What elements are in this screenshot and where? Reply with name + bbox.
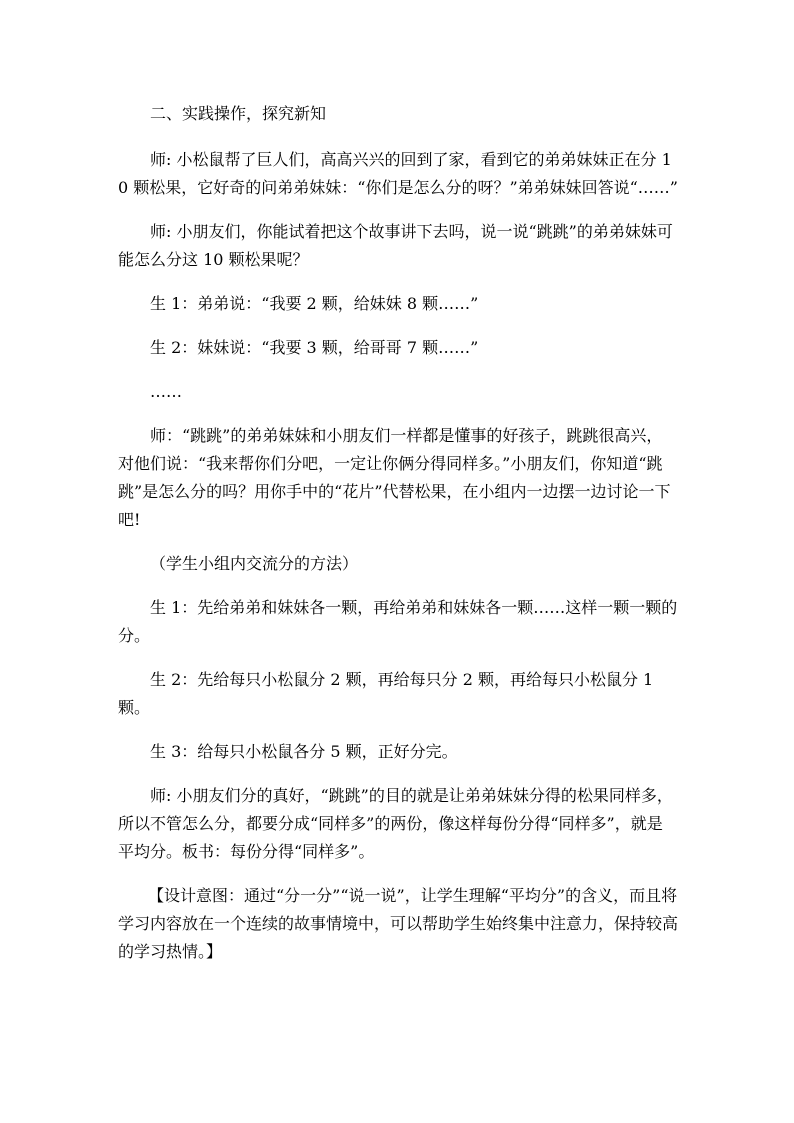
paragraph-teacher-question: 师: 小朋友们，你能试着把这个故事讲下去吗，说一说“跳跳”的弟弟妹妹可能怎么分这 10 颗松果呢？ bbox=[118, 222, 673, 269]
paragraph-group-discussion: （学生小组内交流分的方法） bbox=[150, 554, 359, 573]
paragraph-design-intent: 【设计意图：通过“分一分”“说一说”，让学生理解“平均分”的含义，而且将学习内容放在一个连续的故事情境中，可以帮助学生始终集中注意力，保持较高的学习热情。】 bbox=[118, 886, 679, 961]
document-body bbox=[118, 100, 678, 966]
paragraph-teacher-task: 师：“跳跳”的弟弟妹妹和小朋友们一样都是懂事的好孩子，跳跳很高兴，对他们说：“我来帮你们分吧，一定让你俩分得同样多。”小朋友们，你知道“跳跳”是怎么分的吗？用你手中的“花片”代替松果，在小组内一边摆一边讨论一下吧! bbox=[118, 426, 671, 529]
section-heading: 二、实践操作，探究新知 bbox=[150, 104, 327, 123]
paragraph-student-method-1: 生 1：先给弟弟和妹妹各一颗，再给弟弟和妹妹各一颗……这样一颗一颗的分。 bbox=[118, 598, 678, 645]
paragraph-student-method-2: 生 2：先给每只小松鼠分 2 颗，再给每只分 2 颗，再给每只小松鼠分 1 颗。 bbox=[118, 670, 654, 717]
paragraph-student-method-3: 生 3：给每只小松鼠各分 5 颗，正好分完。 bbox=[150, 742, 458, 761]
paragraph-student-1: 生 1：弟弟说：“我要 2 颗，给妹妹 8 颗……” bbox=[150, 294, 479, 313]
paragraph-teacher-intro: 师: 小松鼠帮了巨人们，高高兴兴的回到了家，看到它的弟弟妹妹正在分 10 颗松果，它好奇的问弟弟妹妹：“你们是怎么分的呀？”弟弟妹妹回答说“……” bbox=[118, 150, 678, 197]
paragraph-teacher-summary: 师: 小朋友们分的真好，“跳跳”的目的就是让弟弟妹妹分得的松果同样多，所以不管怎么分，都要分成“同样多”的两份，像这样每份分得“同样多”，就是平均分。板书：每份分得“同样多”。 bbox=[118, 786, 673, 861]
paragraph-student-2: 生 2：妹妹说：“我要 3 颗，给哥哥 7 颗……” bbox=[150, 338, 479, 357]
paragraph-ellipsis: …… bbox=[150, 382, 182, 401]
